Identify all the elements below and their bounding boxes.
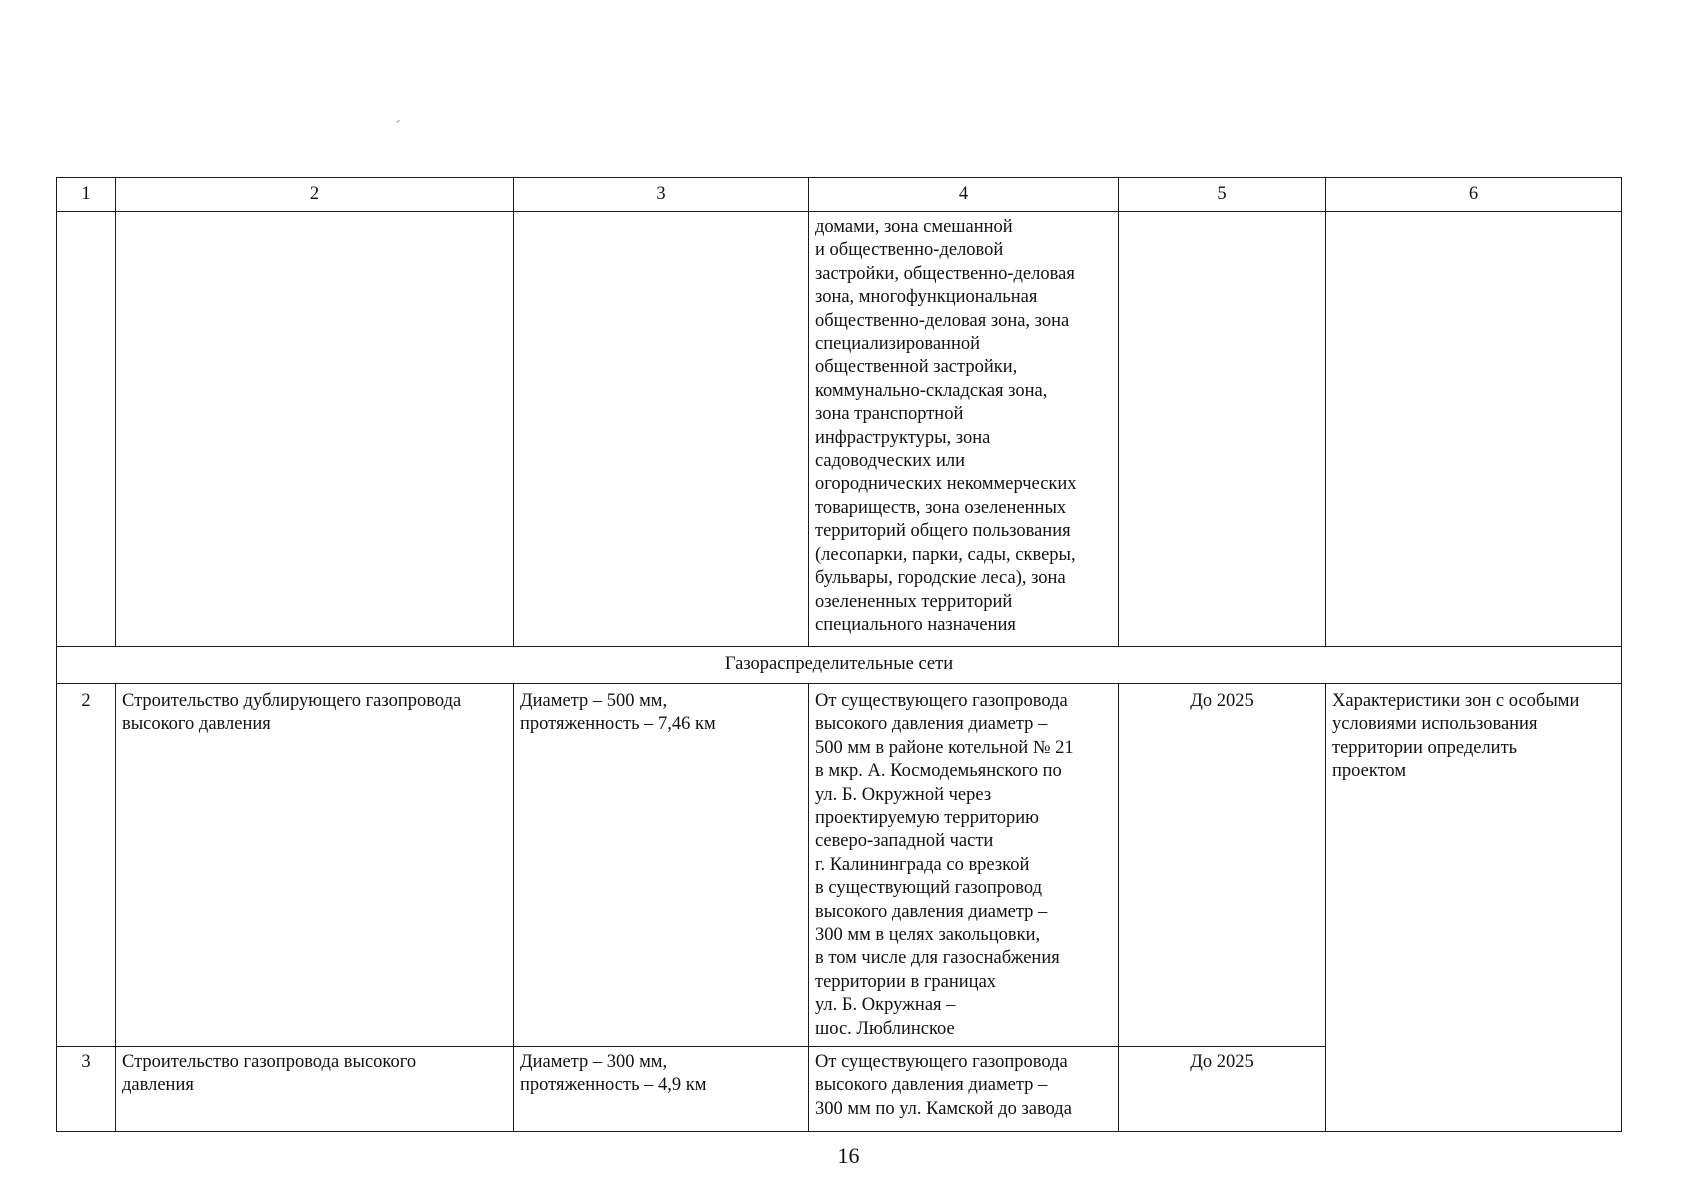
- cell-location: От существующего газопровода высокого давления диаметр – 500 мм в районе котельной № 21 в мкр. А. Космодемьянского по ул. Б. Окружной через проектируемую территорию северо-западной части г. Калининграда со врезкой в существующий газопровод высокого давления диаметр – 300 мм в целях закольцовки, в том числе для газоснабжения территории в границах ул. Б. Окружная – шос. Люблинское: [809, 684, 1119, 1047]
- header-cell-5: 5: [1119, 178, 1326, 212]
- table-row: [57, 684, 1622, 1047]
- scan-artifact: [396, 120, 400, 123]
- cell-object-name: Строительство дублирующего газопровода высокого давления: [116, 684, 514, 1047]
- cell-empty: [514, 212, 809, 647]
- page-number: 16: [837, 1143, 860, 1168]
- section-row: [57, 647, 1622, 684]
- header-cell-1: 1: [57, 178, 116, 212]
- cell-parameters: Диаметр – 500 мм, протяженность – 7,46 км: [514, 684, 809, 1047]
- table-header-row: [57, 178, 1622, 212]
- cell-deadline: До 2025: [1119, 684, 1326, 1047]
- cell-empty: [116, 212, 514, 647]
- cell-object-name: Строительство газопровода высокого давления: [116, 1047, 514, 1132]
- header-cell-3: 3: [514, 178, 809, 212]
- table-row-continuation: [57, 212, 1622, 647]
- section-title: Газораспределительные сети: [57, 647, 1622, 684]
- row-number: 2: [57, 684, 116, 1047]
- cell-empty: [1326, 212, 1622, 647]
- cell-parameters: Диаметр – 300 мм, протяженность – 4,9 км: [514, 1047, 809, 1132]
- header-cell-6: 6: [1326, 178, 1622, 212]
- cell-zone-characteristics: Характеристики зон с особыми условиями использования территории определить проектом: [1326, 684, 1622, 1132]
- cell-location-continued: домами, зона смешанной и общественно-деловой застройки, общественно-деловая зона, многофункциональная общественно-деловая зона, зона специализированной общественной застройки, коммунально-складская зона, зона транспортной инфраструктуры, зона садоводческих или огороднических некоммерческих товариществ, зона озелененных территорий общего пользования (лесопарки, парки, сады, скверы, бульвары, городские леса), зона озелененных территорий специального назначения: [809, 212, 1119, 647]
- header-cell-4: 4: [809, 178, 1119, 212]
- cell-empty: [1119, 212, 1326, 647]
- row-number: 3: [57, 1047, 116, 1132]
- header-cell-2: 2: [116, 178, 514, 212]
- cell-location: От существующего газопровода высокого давления диаметр – 300 мм по ул. Камской до завода: [809, 1047, 1119, 1132]
- planning-table: [56, 177, 1622, 1132]
- cell-empty: [57, 212, 116, 647]
- cell-deadline: До 2025: [1119, 1047, 1326, 1132]
